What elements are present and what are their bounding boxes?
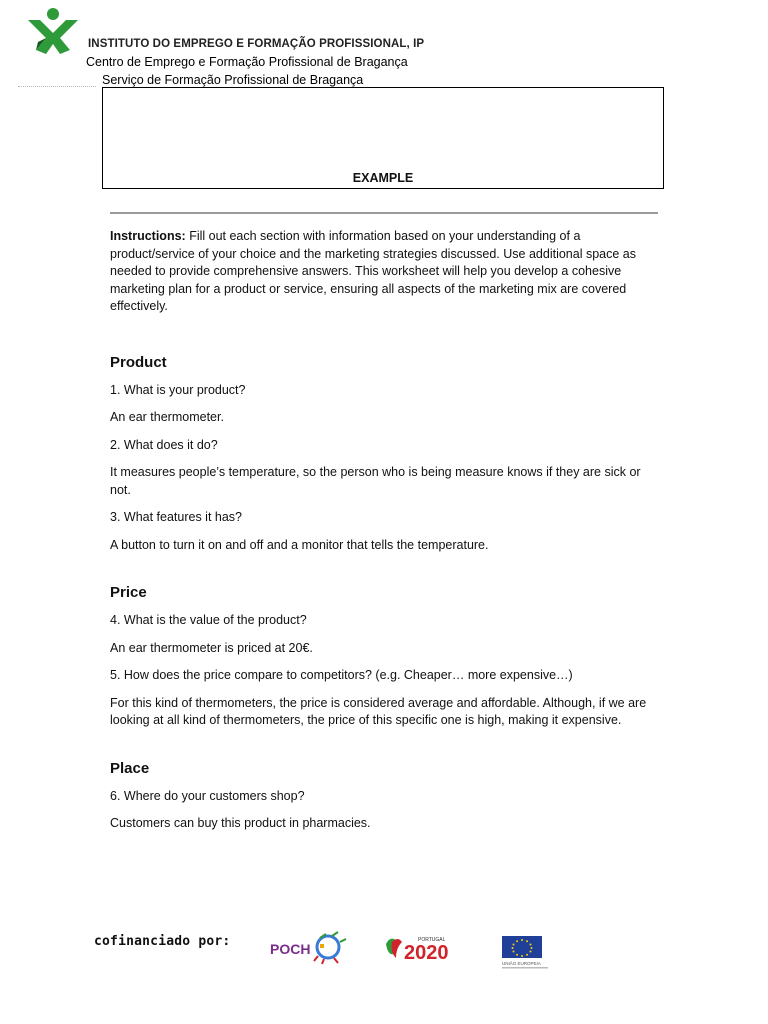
answer-5: For this kind of thermometers, the price is considered average and affordable. Although, if we are looking at all kind of thermometers, the price of this specific one is high, making it expensive. — [110, 695, 647, 727]
question-2: 2. What does it do? — [110, 437, 218, 452]
instructions — [110, 228, 658, 316]
worksheet-content — [110, 228, 658, 843]
answer-4: An ear thermometer is priced at 20€. — [110, 640, 313, 655]
portugal-2020-label: 2020 — [404, 942, 449, 962]
iefp-logo-icon — [24, 6, 82, 56]
answer-3: A button to turn it on and off and a monitor that tells the temperature. — [110, 537, 489, 552]
question-6: 6. Where do your customers shop? — [110, 788, 305, 803]
eu-flag-logo-icon — [500, 935, 558, 971]
question-1: 1. What is your product? — [110, 382, 246, 397]
center-name: Centro de Emprego e Formação Profissional de Bragança — [86, 55, 408, 69]
cofinanced-label: cofinanciado por: — [94, 934, 231, 949]
header-divider — [18, 86, 96, 87]
answer-1: An ear thermometer. — [110, 410, 224, 424]
portugal-logo-label: PORTUGAL — [418, 937, 446, 943]
section-title-product: Product — [110, 353, 167, 371]
instructions-text: Fill out each section with information based on your understanding of a product/service of your choice and the marketing strategies discussed. Use additional space as needed to provide comprehensive answers. This worksheet will help you develop a cohesive marketing plan for a product or service, ensuring all aspects of the marketing mix are covered effectively. — [110, 229, 636, 313]
portugal-2020-logo-icon — [384, 934, 478, 962]
institute-name: INSTITUTO DO EMPREGO E FORMAÇÃO PROFISSIONAL, IP — [88, 38, 425, 50]
title-box-caption: EXAMPLE — [352, 171, 414, 185]
section-title-price: Price — [110, 584, 147, 601]
poch-logo-icon — [268, 930, 352, 966]
question-4: 4. What is the value of the product? — [110, 613, 307, 627]
answer-2: It measures people’s temperature, so the person who is being measure knows if they are sick or not. — [110, 465, 641, 497]
question-3: 3. What features it has? — [110, 510, 243, 524]
title-box — [102, 87, 664, 189]
eu-logo-label: UNIÃO EUROPEIA — [502, 961, 541, 966]
section-divider — [110, 212, 658, 214]
question-5: 5. How does the price compare to competitors? (e.g. Cheaper… more expensive…) — [110, 668, 573, 682]
answer-6: Customers can buy this product in pharmacies. — [110, 816, 371, 830]
section-title-place: Place — [110, 759, 150, 777]
instructions-label: Instructions: — [110, 229, 186, 243]
poch-logo-text: POCH — [270, 941, 311, 957]
service-name: Serviço de Formação Profissional de Bragança — [102, 73, 364, 87]
